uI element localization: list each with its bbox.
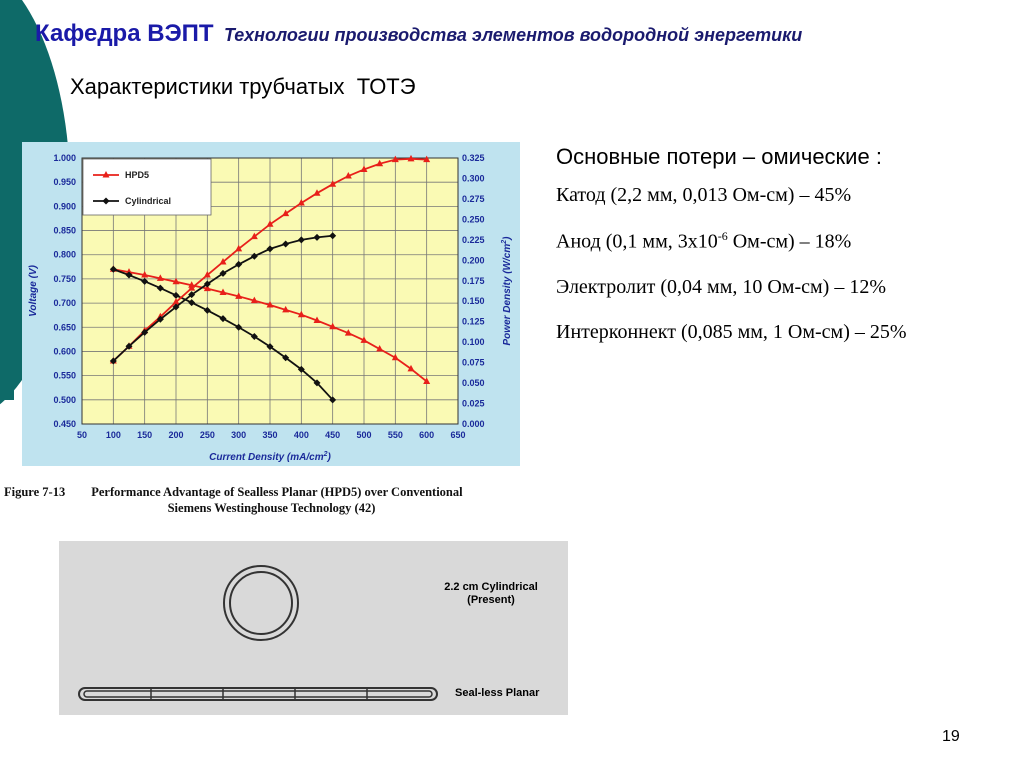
y2-tick-label: 0.025 — [462, 398, 485, 409]
department-title: Кафедра ВЭПТ — [35, 20, 214, 47]
y2-tick-label: 0.225 — [462, 234, 485, 245]
x-tick-label: 300 — [231, 430, 247, 440]
y2-tick-label: 0.000 — [462, 419, 485, 429]
loss-item-electrolyte: Электролит (0,04 мм, 10 Ом-см) – 12% — [556, 275, 886, 298]
figure-caption — [4, 484, 539, 516]
y-tick-label: 0.850 — [53, 225, 76, 236]
y2-axis-label: Power Density $(W/cm^2)$ — [501, 236, 513, 346]
y2-tick-label: 0.075 — [462, 357, 485, 368]
y-tick-label: 0.650 — [53, 322, 76, 333]
y-axis-label: Voltage (V) — [28, 265, 39, 317]
chart-svg — [22, 142, 520, 466]
tube-comparison-figure — [59, 541, 568, 715]
y-tick-label: 0.800 — [53, 249, 76, 260]
figure-caption-line1: Performance Advantage of Sealless Planar (HPD5) over Conventional — [91, 485, 463, 499]
corner-decoration-strip — [0, 130, 14, 400]
y-tick-label: 0.500 — [53, 394, 76, 405]
x-tick-label: 450 — [325, 430, 341, 440]
losses-list — [556, 144, 1016, 366]
course-title: Технологии производства элементов водородной энергетики — [224, 25, 803, 45]
x-tick-label: 600 — [419, 430, 435, 440]
figure-label: Figure 7-13 — [4, 485, 66, 499]
cylindrical-inner-ring — [230, 572, 292, 634]
y-tick-label: 0.700 — [53, 298, 76, 309]
x-tick-label: 100 — [105, 430, 121, 440]
cylindrical-label-line2: (Present) — [467, 594, 515, 606]
y2-tick-label: 0.125 — [462, 316, 485, 327]
y-tick-label: 0.600 — [53, 346, 76, 357]
y2-tick-label: 0.175 — [462, 275, 485, 286]
cylindrical-outer-ring — [224, 566, 298, 640]
slide-subtitle: Характеристики трубчатых ТОТЭ — [70, 74, 416, 99]
cylindrical-label — [431, 581, 551, 607]
y2-tick-label: 0.250 — [462, 214, 485, 225]
x-tick-label: 350 — [262, 430, 278, 440]
y2-tick-label: 0.300 — [462, 173, 485, 184]
x-tick-label: 150 — [137, 430, 153, 440]
y-tick-label: 0.950 — [53, 177, 76, 188]
legend-box — [83, 159, 211, 215]
loss-item-interconnect: Интерконнект (0,085 мм, 1 Ом-см) – 25% — [556, 320, 907, 343]
loss-item-anode — [556, 229, 1016, 254]
x-tick-label: 500 — [356, 430, 372, 440]
y-tick-label: 0.900 — [53, 201, 76, 212]
y2-tick-label: 0.325 — [462, 153, 485, 163]
x-tick-label: 650 — [450, 430, 466, 440]
anode-text-end: Ом-см) – 18% — [727, 230, 852, 253]
x-tick-label: 200 — [168, 430, 184, 440]
y-tick-label: 0.550 — [53, 370, 76, 381]
legend-label: Cylindrical — [125, 196, 172, 206]
page-number: 19 — [942, 728, 960, 745]
losses-heading: Основные потери – омические : — [556, 144, 882, 169]
cylindrical-label-line1: 2.2 cm Cylindrical — [444, 581, 538, 593]
anode-exponent: -6 — [717, 229, 728, 243]
y2-tick-label: 0.275 — [462, 193, 485, 204]
planar-label: Seal-less Planar — [455, 687, 540, 699]
x-tick-label: 400 — [293, 430, 309, 440]
anode-text: Анод (0,1 мм, 3х10 — [556, 230, 718, 253]
loss-item-cathode: Катод (2,2 мм, 0,013 Ом-см) – 45% — [556, 184, 852, 206]
y-tick-label: 1.000 — [53, 153, 76, 163]
x-axis-label: Current Density $(mA/cm^2)$ — [209, 451, 331, 463]
planar-inner — [84, 691, 432, 697]
performance-chart — [22, 142, 520, 466]
figure-caption-line2: Siemens Westinghouse Technology (42) — [167, 501, 376, 515]
y2-tick-label: 0.100 — [462, 337, 485, 348]
y2-tick-label: 0.150 — [462, 296, 485, 307]
legend-label: HPD5 — [125, 170, 150, 180]
y2-tick-label: 0.050 — [462, 378, 485, 389]
y-tick-label: 0.750 — [53, 273, 76, 284]
slide-header — [35, 20, 802, 48]
x-tick-label: 550 — [387, 430, 403, 440]
y-tick-label: 0.450 — [53, 419, 76, 429]
y2-tick-label: 0.200 — [462, 255, 485, 266]
x-tick-label: 250 — [199, 430, 215, 440]
planar-outer — [79, 688, 437, 700]
x-tick-label: 50 — [76, 430, 88, 440]
